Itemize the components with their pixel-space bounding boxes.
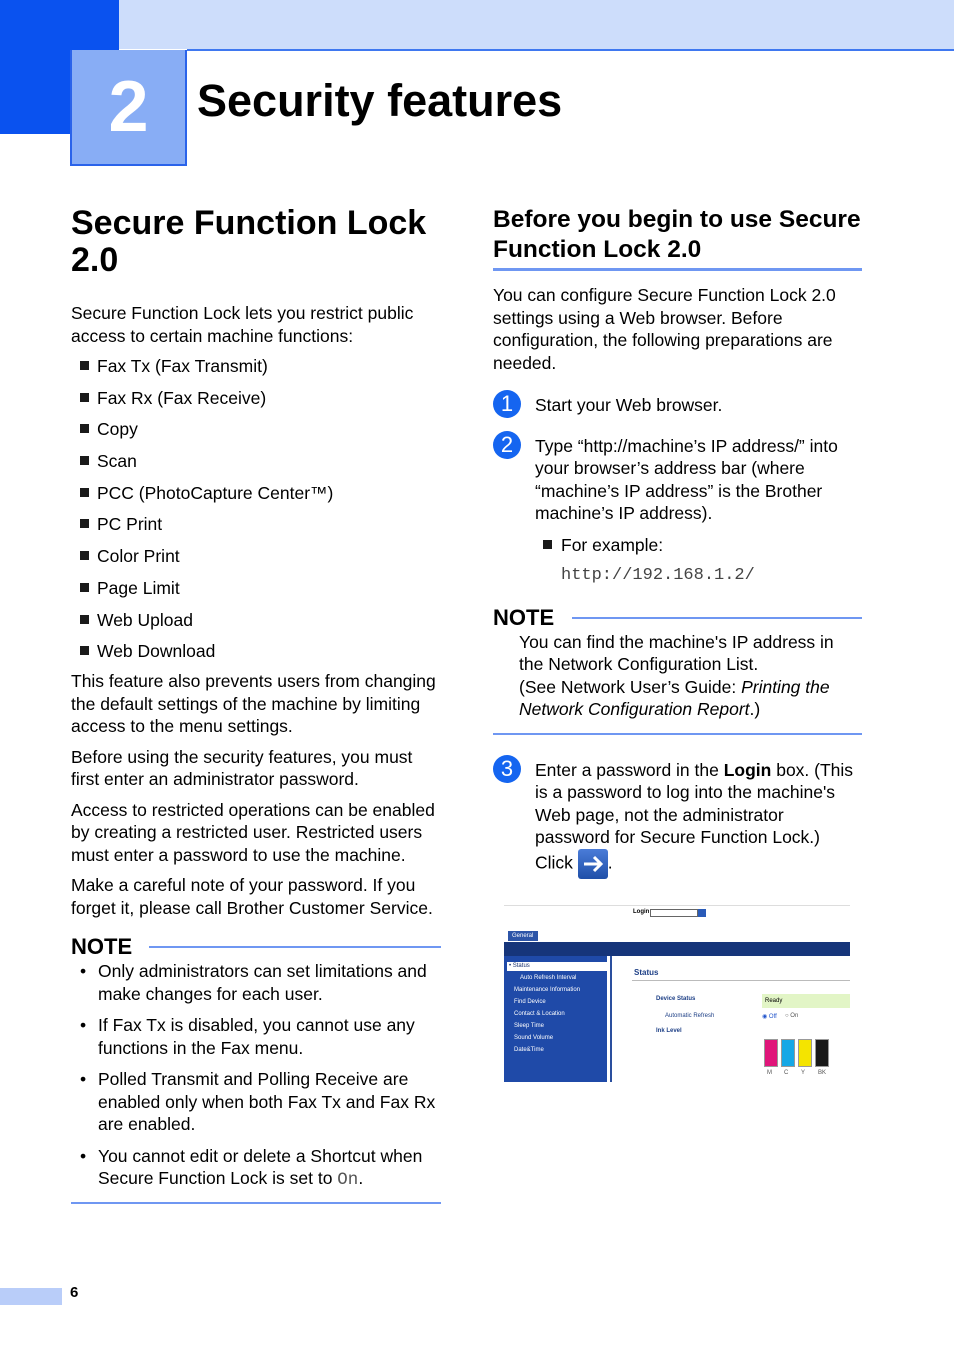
tab-general[interactable]: General [508, 931, 538, 941]
subsection-heading: Before you begin to use Secure Function Lock 2.0 [493, 206, 861, 263]
login-go-icon[interactable] [698, 909, 706, 917]
step-text: Enter a password in the Login box. (This is a password to log into the machine's Web page, not the administrator password for Secure Function Lock.) Click . [535, 759, 862, 879]
ink-cartridge [798, 1039, 812, 1067]
menu-item[interactable]: Sleep Time [514, 1023, 545, 1029]
bullet-square-icon [80, 583, 89, 592]
step-number-icon: 1 [493, 390, 521, 418]
list-item: Color Print [71, 545, 441, 577]
login-label: Login [633, 909, 650, 915]
paragraph: This feature also prevents users from changing the default settings of the machine by limiting access to the menu settings. [71, 671, 436, 737]
menu-item[interactable]: • Status [509, 963, 530, 969]
list-item: • You cannot edit or delete a Shortcut when Secure Function Lock is set to On. [80, 1145, 423, 1191]
note-header [493, 605, 862, 631]
auto-refresh-label: Automatic Refresh [665, 1013, 715, 1019]
list-item: Fax Rx (Fax Receive) [71, 387, 441, 419]
page-number: 6 [70, 1284, 79, 1301]
list-item: PCC (PhotoCapture Center™) [71, 482, 441, 514]
bullet-square-icon [80, 361, 89, 370]
list-item: Scan [71, 450, 441, 482]
note-reference: (See Network User’s Guide: Printing the Network Configuration Report.) [519, 676, 830, 719]
chapter-title: Security features [197, 75, 563, 126]
bullet-square-icon [80, 393, 89, 402]
list-item: PC Print [71, 513, 441, 545]
intro-paragraph: You can configure Secure Function Lock 2.0 settings using a Web browser. Before configuration, the following preparations are needed. [493, 285, 836, 373]
list-item: Page Limit [71, 577, 441, 609]
paragraph: Access to restricted operations can be enabled by creating a restricted user. Restricted users must enter a password to use the machine. [71, 799, 435, 865]
bullet-square-icon [80, 456, 89, 465]
login-input[interactable] [650, 909, 698, 917]
ink-label: M [767, 1070, 772, 1076]
bullet-square-icon [80, 615, 89, 624]
list-item: • If Fax Tx is disabled, you cannot use any functions in the Fax menu. [80, 1015, 415, 1058]
list-item: Web Download [71, 640, 441, 662]
step-2 [493, 431, 862, 587]
function-list [71, 355, 441, 662]
device-status-label: Device Status [656, 996, 696, 1002]
intro-paragraph: Secure Function Lock lets you restrict public access to certain machine functions: [71, 303, 414, 346]
web-ui-screenshot [504, 905, 850, 1082]
side-menu [504, 956, 607, 1082]
note-label: NOTE [493, 605, 570, 630]
step-number-icon: 3 [493, 755, 521, 783]
note-rule [572, 617, 862, 619]
step-number-icon: 2 [493, 431, 521, 459]
ink-label: C [784, 1070, 789, 1076]
arrow-right-icon [578, 849, 608, 879]
bullet-square-icon [80, 551, 89, 560]
note-label: NOTE [71, 934, 148, 959]
bullet-square-icon [543, 540, 552, 549]
menu-item[interactable]: Contact & Location [514, 1011, 565, 1017]
note-bottom-rule [71, 1202, 441, 1204]
ink-cartridge [815, 1039, 829, 1067]
note-header [71, 934, 441, 960]
ink-label: BK [818, 1070, 827, 1076]
example-item: For example: [535, 534, 862, 556]
step-text: Type “http://machine’s IP address/” into your browser’s address bar (where “machine’s IP address” is the Brother machine’s IP address). [535, 435, 838, 523]
ink-cartridge [781, 1039, 795, 1067]
content-panel [610, 956, 850, 1082]
note-text: You can find the machine's IP address in the Network Configuration List. [519, 631, 834, 674]
right-column [493, 205, 862, 879]
list-item: Copy [71, 418, 441, 450]
ink-label: Y [801, 1070, 806, 1076]
bullet-square-icon [80, 519, 89, 528]
bullet-square-icon [80, 488, 89, 497]
note-list [71, 960, 441, 1192]
ink-level-label: Ink Level [656, 1028, 682, 1034]
radio-off[interactable]: ◉ Off [762, 1014, 777, 1020]
menu-item[interactable]: Sound Volume [514, 1035, 554, 1041]
bullet-square-icon [80, 424, 89, 433]
note-rule [149, 946, 441, 948]
bullet-square-icon [80, 646, 89, 655]
step-1 [493, 391, 862, 417]
menu-item[interactable]: Auto Refresh Interval [520, 975, 577, 981]
status-title: Status [634, 968, 659, 977]
radio-on[interactable]: ○ On [785, 1013, 799, 1019]
menu-item[interactable]: Find Device [514, 999, 546, 1005]
heading-rule [493, 268, 862, 271]
menu-item[interactable]: Date&Time [514, 1047, 544, 1053]
nav-band [504, 942, 850, 956]
example-url: http://192.168.1.2/ [561, 565, 755, 585]
paragraph: Make a careful note of your password. If you forget it, please call Brother Customer Service. [71, 875, 433, 918]
left-column [71, 205, 441, 1204]
paragraph: Before using the security features, you must first enter an administrator password. [71, 746, 413, 790]
step-3 [493, 755, 862, 879]
list-item: Fax Tx (Fax Transmit) [71, 355, 441, 387]
note-body [493, 631, 862, 721]
list-item: Web Upload [71, 609, 441, 641]
step-text: Start your Web browser. [535, 395, 723, 415]
note-bottom-rule [493, 733, 862, 735]
status-badge: Ready [762, 994, 850, 1008]
list-item: • Only administrators can set limitations and make changes for each user. [80, 961, 427, 1004]
footer-tab [0, 1288, 62, 1305]
header-band [119, 0, 954, 49]
list-item: • Polled Transmit and Polling Receive are enabled only when both Fax Tx and Fax Rx are enabled. [80, 1069, 436, 1135]
header-rule [187, 49, 954, 51]
chapter-number: 2 [108, 67, 149, 147]
ink-cartridge [764, 1039, 778, 1067]
code-value: On [337, 1170, 359, 1191]
section-heading: Secure Function Lock 2.0 [71, 204, 427, 279]
chapter-number-box [70, 50, 187, 166]
menu-item[interactable]: Maintenance Information [514, 987, 581, 993]
